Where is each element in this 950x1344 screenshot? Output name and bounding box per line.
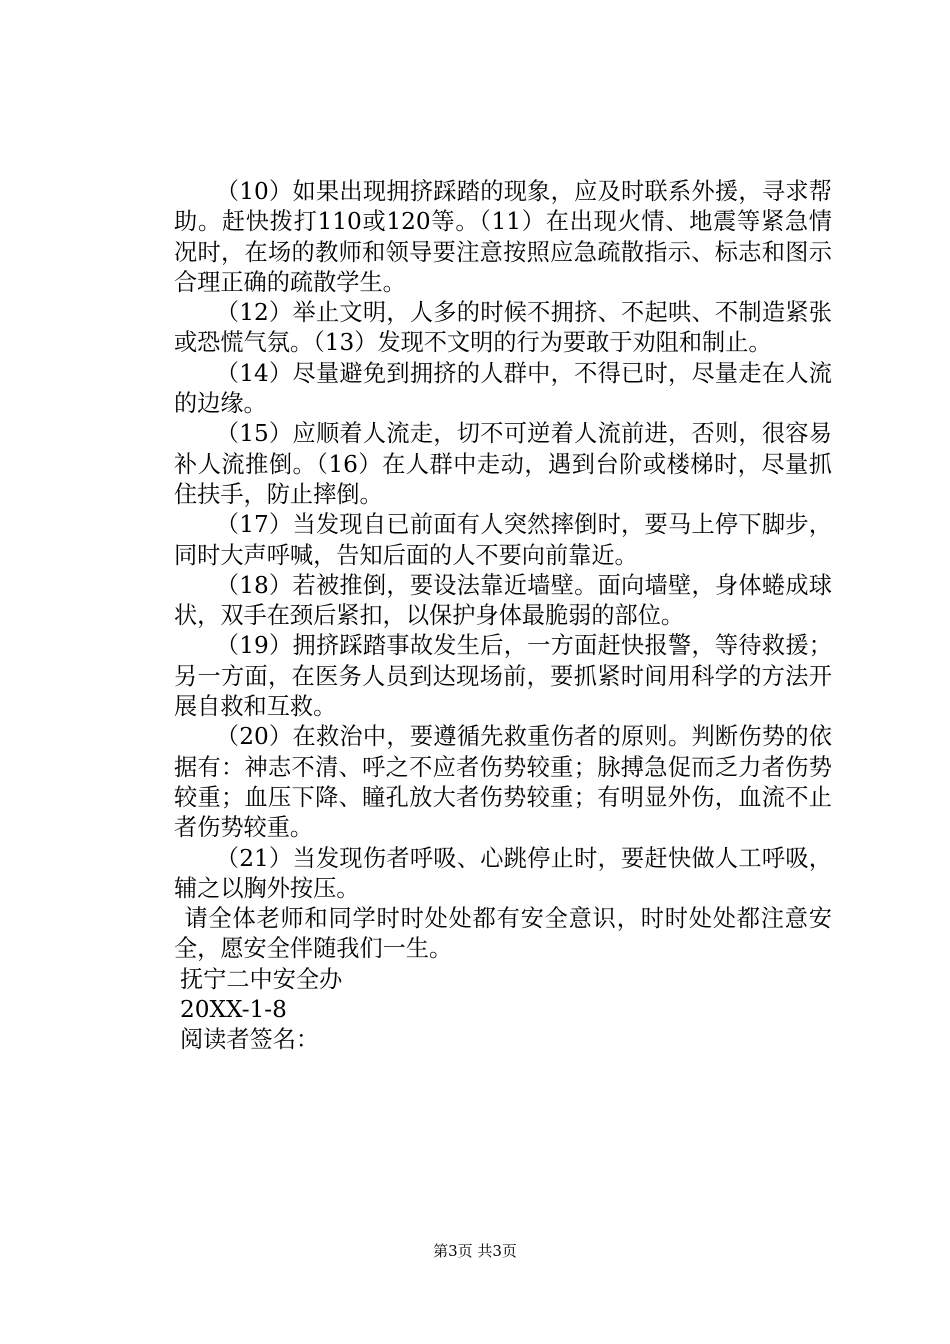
paragraph-17: （17）当发现自已前面有人突然摔倒时，要马上停下脚步，同时大声呼喊，告知后面的人不要向前靠近。: [174, 511, 832, 569]
signature-office: 抚宁二中安全办: [180, 965, 343, 993]
paragraph-12-13: （12）举止文明，人多的时候不拥挤、不起哄、不制造紧张或恐慌气氛。（13）发现不文明的行为要敢于劝阻和制止。: [174, 299, 832, 357]
paragraph-21: （21）当发现伤者呼吸、心跳停止时，要赶快做人工呼吸，辅之以胸外按压。: [174, 844, 832, 902]
paragraph-19: （19）拥挤踩踏事故发生后，一方面赶快报警，等待救援；另一方面，在医务人员到达现场前，要抓紧时间用科学的方法开展自救和互救。: [174, 632, 832, 721]
paragraph-14: （14）尽量避免到拥挤的人群中，不得已时，尽量走在人流的边缘。: [174, 359, 832, 418]
paragraph-18: （18）若被推倒，要设法靠近墙壁。面向墙壁，身体蜷成球状，双手在颈后紧扣，以保护身体最脆弱的部位。: [174, 571, 832, 630]
closing-paragraph: 请全体老师和同学时时处处都有安全意识，时时处处都注意安全，愿安全伴随我们一生。: [174, 905, 832, 963]
paragraph-15-16: （15）应顺着人流走，切不可逆着人流前进，否则，很容易补人流推倒。（16）在人群中走动，遇到台阶或楼梯时，尽量抓住扶手，防止摔倒。: [174, 420, 832, 508]
document-body: [174, 177, 832, 1056]
paragraph-10-11: （10）如果出现拥挤踩踏的现象，应及时联系外援，寻求帮助。赶快拨打110或120等。（11）在出现火情、地震等紧急情况时，在场的教师和领导要注意按照应急疏散指示、标志和图示合理正确的疏散学生。: [174, 178, 832, 296]
signature-date: 20XX-1-8: [180, 996, 287, 1024]
paragraph-20: （20）在救治中，要遵循先救重伤者的原则。判断伤势的依据有：神志不清、呼之不应者伤势较重；脉搏急促而乏力者伤势较重；血压下降、瞳孔放大者伤势较重；有明显外伤，血流不止者伤势较重。: [174, 723, 832, 842]
reader-signature-label: 阅读者签名：: [180, 1026, 320, 1054]
page-number-footer: 第3页 共3页: [433, 1242, 517, 1260]
